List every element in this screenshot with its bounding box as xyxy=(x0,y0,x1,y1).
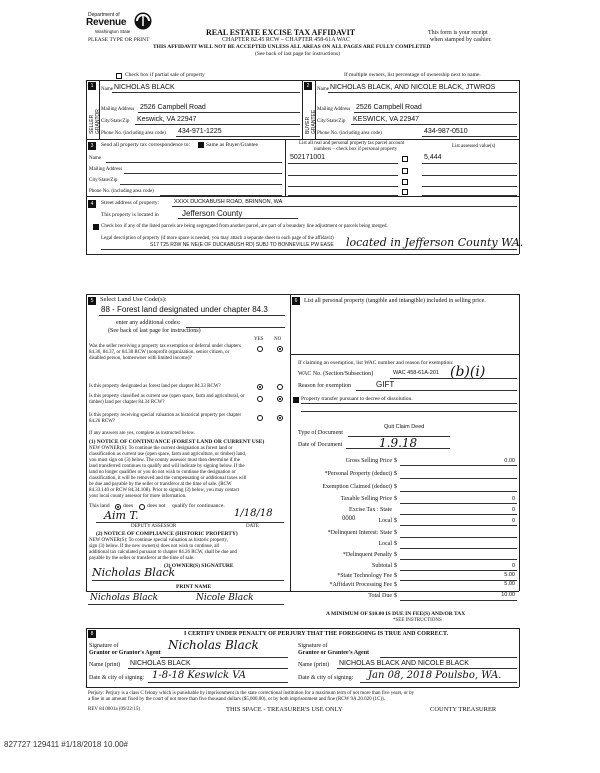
affidavit-fee-field[interactable]: 5.00 xyxy=(504,581,515,587)
treasurer-space-label: THIS SPACE - TREASURER'S USE ONLY xyxy=(226,706,343,713)
section-2-number: 2 xyxy=(304,82,312,90)
subtotal-field[interactable]: 0 xyxy=(511,563,515,569)
grantee-date-label: Date & city of signing: xyxy=(298,675,354,681)
seller-phone-field[interactable]: 434-971-1225 xyxy=(178,128,222,135)
perjury-line-2: a fine in an amount fixed by the court of not more than five thousand dollars ($5,000.00), or by both imprisonment and fine (RCW 9A.20.020 (1C)). xyxy=(88,697,385,702)
total-dollar: $ xyxy=(394,593,397,599)
tech-fee-field[interactable]: 5.00 xyxy=(504,572,515,578)
question-current-use: Is this property classified as current use (open space, farm and agricultural, or timber) land per chapter 84.34 RCW? xyxy=(89,394,245,405)
doc-date-field[interactable]: 1.9.18 xyxy=(379,436,418,450)
s3-name-label: Name xyxy=(89,156,101,161)
q2-no-radio[interactable] xyxy=(277,384,283,390)
decree-checkbox[interactable] xyxy=(293,397,299,403)
state-label: Washington State xyxy=(95,29,131,34)
question-forest-land: Is this property designated as forest land per chapter 84.33 RCW? xyxy=(89,384,221,389)
personal-dollar: $ xyxy=(394,471,397,477)
subtotal-label: Subtotal xyxy=(371,563,392,569)
parcel-header-1: List all real and personal property tax parcel account xyxy=(299,141,405,146)
exemption-dollar: $ xyxy=(394,484,397,490)
doc-type-label: Type of Document xyxy=(298,430,343,436)
partial-sale-label: Check box if partial sale of property xyxy=(125,72,205,78)
delinquent-state-label: *Delinquent Interest: State xyxy=(327,530,392,536)
continuance-line-1: NEW OWNER(S): To continue the current designation as forest land or xyxy=(89,446,233,451)
grantee-name-label: Name (print) xyxy=(298,662,330,668)
section-5-number: 5 xyxy=(88,297,96,305)
no-header: NO xyxy=(274,337,282,342)
assessor-date-label: DATE xyxy=(246,524,259,529)
owner-print-name-1: Nicholas Black xyxy=(90,593,159,603)
affidavit-fee-dollar: $ xyxy=(394,582,397,588)
continuance-title: (1) NOTICE OF CONTINUANCE (FOREST LAND OR CURRENT USE) xyxy=(89,439,265,445)
street-address-label: Street address of property: xyxy=(101,200,160,206)
buyer-side-label: BUYER GRANTEE xyxy=(305,109,317,134)
grantor-sig-label-1: Signature of xyxy=(89,643,119,649)
deputy-assessor-label: DEPUTY ASSESSOR xyxy=(131,524,177,529)
gross-dollar: $ xyxy=(394,458,397,464)
q4-no-radio[interactable] xyxy=(277,415,283,421)
historic-line-4: payable by the seller or transferor at the time of sale. xyxy=(89,556,195,561)
taxable-field[interactable]: 0 xyxy=(511,496,515,502)
please-type: PLEASE TYPE OR PRINT xyxy=(88,37,150,43)
delinquent-local-label: Local xyxy=(378,541,392,547)
wac-handwritten: (b)(i) xyxy=(450,364,486,380)
assessor-signature: Aim T. xyxy=(104,509,139,522)
does-not-label: does not xyxy=(147,503,166,509)
buyer-city-field[interactable]: KESWICK, VA 22947 xyxy=(353,116,420,123)
owner-print-name-2: Nicole Black xyxy=(196,593,254,603)
this-land-label: This land xyxy=(89,503,110,509)
multiple-owners-note: If multiple owners, list percentage of ownership next to name. xyxy=(344,72,481,78)
grantee-date-field[interactable]: Jan 08, 2018 Poulsbo, WA. xyxy=(368,670,502,681)
affidavit-fee-label: *Affidavit Processing Fee xyxy=(329,582,392,588)
does-label: does xyxy=(123,503,134,509)
seller-city-field[interactable]: Keswick, VA 22947 xyxy=(137,116,197,123)
receipt-note-1: This form is your receipt xyxy=(428,30,488,36)
form-chapter: CHAPTER 82.45 RCW – CHAPTER 458-61A WAC xyxy=(222,37,350,43)
assessor-date: 1/18/18 xyxy=(234,508,273,519)
grantor-name-field[interactable]: NICHOLAS BLACK xyxy=(130,660,191,667)
delinquent-penalty-label: *Delinquent Penalty xyxy=(342,552,392,558)
doc-date-label: Date of Document xyxy=(298,442,343,448)
continuance-line-3: you must sign on (3) below. The county assessor must then determine if the xyxy=(89,458,240,463)
seller-phone-label: Phone No. (including area code) xyxy=(101,131,166,136)
dor-logo-icon xyxy=(134,12,152,30)
reason-field[interactable]: GIFT xyxy=(376,380,395,389)
gross-field[interactable]: 0.00 xyxy=(504,458,515,464)
seller-mail-label: Mailing Address xyxy=(101,107,135,112)
delinquent-penalty-dollar: $ xyxy=(394,552,397,558)
local-field[interactable]: 0 xyxy=(511,518,515,524)
continuance-line-4: land transferred continues to qualify and will indicate by signing below. If the xyxy=(89,464,245,469)
historic-title: (2) NOTICE OF COMPLIANCE (HISTORIC PROPERTY) xyxy=(96,531,238,537)
historic-line-3: additional tax calculated pursuant to chapter 84.26 RCW, shall be due and xyxy=(89,550,237,555)
exemption-claim-label: If claiming an exemption, list WAC number and reason for exemption: xyxy=(298,360,454,366)
excise-state-label: Excise Tax : State xyxy=(349,507,392,513)
section-6-number: 6 xyxy=(292,297,300,305)
delinquent-local-dollar: $ xyxy=(394,541,397,547)
does-not-qualify-radio[interactable] xyxy=(139,504,145,510)
revenue-logo-text: Revenue xyxy=(86,17,127,28)
wac-label: WAC No. (Section/Subsection) xyxy=(298,371,374,377)
excise-state-field[interactable]: 0 xyxy=(511,507,515,513)
legal-handwritten-note: located in Jefferson County WA. xyxy=(346,236,524,249)
personal-property-label: List all personal property (tangible and intangible) included in selling price. xyxy=(304,298,486,304)
seller-mail-field[interactable]: 2526 Campbell Road xyxy=(140,104,206,111)
q2-yes-radio[interactable] xyxy=(257,384,263,390)
reason-label: Reason for exemption xyxy=(298,383,351,389)
perjury-line-1: Perjury: Perjury is a class C felony which is punishable by imprisonment in the state correctional institution for a maximum term of not more than five years, or by xyxy=(88,691,415,696)
question-historic: Is this property receiving special valuation as historical property per chapter 84.26 RCW? xyxy=(89,413,242,424)
owner-signature-label: (3) OWNER(S) SIGNATURE xyxy=(164,563,234,569)
same-as-buyer-label: Same as Buyer/Grantee xyxy=(206,142,258,148)
continuance-line-6: classification, it will be removed and the compensating or additional taxes will xyxy=(89,476,247,481)
parcel-personal-checkbox-3[interactable] xyxy=(402,179,408,185)
grantor-date-label: Date & city of signing: xyxy=(89,675,145,681)
grantor-name-label: Name (print) xyxy=(89,662,121,668)
section-8-number: 8 xyxy=(88,630,96,638)
same-as-buyer-checkbox[interactable] xyxy=(198,142,204,148)
qualify-label: qualify for continuance. xyxy=(172,503,225,509)
tech-fee-dollar: $ xyxy=(394,573,397,579)
wac-field[interactable]: WAC 458-61A-201 xyxy=(393,370,439,376)
s5-see-back: (See back of last page for instructions) xyxy=(108,328,201,334)
revision-label: REV 84 0001a (09/22/15) xyxy=(88,707,140,712)
seller-side-label: SELLER GRANTOR xyxy=(89,109,101,134)
q1-no-radio[interactable] xyxy=(277,346,283,352)
seller-name-label: Name xyxy=(101,87,113,92)
land-use-label: Select Land Use Code(s): xyxy=(100,296,167,303)
historic-line-2: sign (3) below. If the new owner(s) does not wish to continue, all xyxy=(89,544,220,549)
tech-fee-label: *State Technology Fee xyxy=(337,573,392,579)
taxable-dollar: $ xyxy=(394,496,397,502)
grantor-signature: Nicholas Black xyxy=(168,638,259,652)
segregated-checkbox[interactable] xyxy=(93,224,99,230)
owner-signature: Nicholas Black xyxy=(92,566,176,579)
legal-description-field[interactable]: S17 T25 R3W NE NE(E OF DUCKABUSH RD) SUBJ TO BONNEVILLE PW EASE xyxy=(150,242,334,248)
if-yes-instruction: If any answers are yes, complete as instructed below. xyxy=(89,431,196,436)
section-1-number: 1 xyxy=(88,82,96,90)
continuance-line-7: be due and payable by the seller or transferor at the time of sale. (RCW xyxy=(89,482,232,487)
county-treasurer-label: COUNTY TREASURER xyxy=(430,706,497,713)
subtotal-dollar: $ xyxy=(394,563,397,569)
parcel-header-2: numbers – check box if personal property xyxy=(314,147,398,152)
total-due-label: Total Due xyxy=(368,593,392,599)
continuance-line-2: classification as current use (open space, farm and agriculture, or timber) land, xyxy=(89,452,247,457)
q3-no-radio[interactable] xyxy=(277,396,283,402)
local-dollar: $ xyxy=(394,518,397,524)
buyer-phone-field[interactable]: 434-987-0510 xyxy=(424,128,468,135)
cashier-stamp: 827727 129411 #1/18/2018 10.00# xyxy=(4,740,128,749)
q1-yes-radio[interactable] xyxy=(257,346,263,352)
s3-mail-label: Mailing Address xyxy=(89,167,123,172)
buyer-mail-field[interactable]: 2526 Campbell Road xyxy=(356,104,422,111)
buyer-city-label: City/State/Zip xyxy=(317,119,346,124)
total-due-field[interactable]: 10.00 xyxy=(501,592,515,598)
assessed-header: List assessed value(s) xyxy=(452,144,496,149)
parcel-personal-checkbox-1[interactable] xyxy=(402,156,408,162)
s3-phone-label: Phone No. (including area code) xyxy=(89,189,154,194)
dept-label: Department of xyxy=(88,12,120,18)
continuance-line-8: 84.33.140 or RCW 84.34.108). Prior to signing (3) below, you may contact xyxy=(89,488,240,493)
buyer-phone-label: Phone No. (including area code) xyxy=(317,131,382,136)
continuance-line-5: land no longer qualifies or you do not wish to continue the designation or xyxy=(89,470,236,475)
grantor-sig-label-2: Grantor or Grantor's Agent xyxy=(89,650,161,656)
form-title: REAL ESTATE EXCISE TAX AFFIDAVIT xyxy=(206,28,356,37)
buyer-name-field[interactable]: NICHOLAS BLACK, AND NICOLE BLACK, JTWROS xyxy=(330,84,496,91)
legal-description-label: Legal description of property (if more space is needed, you may attach a separate sheet to each page of the affidavit) xyxy=(101,236,334,241)
minimum-due-note: A MINIMUM OF $10.00 IS DUE IN FEE(S) AND/OR TAX xyxy=(326,611,466,617)
doc-type-field[interactable]: Quit Claim Deed xyxy=(384,424,425,430)
receipt-note-2: when stamped by cashier. xyxy=(430,37,492,43)
land-use-field[interactable]: 88 - Forest land designated under chapter 84.3 xyxy=(101,305,268,314)
see-back-instructions: (See back of last page for instructions) xyxy=(255,51,340,57)
continuance-line-9: your local county assessor for more information. xyxy=(89,494,187,499)
exemption-deduct-label: Exemption Claimed (deduct) xyxy=(322,484,392,490)
buyer-mail-label: Mailing Address xyxy=(317,107,351,112)
s3-city-label: City/State/Zip xyxy=(89,178,118,183)
partial-sale-checkbox[interactable] xyxy=(116,73,122,79)
parcel-personal-checkbox-2[interactable] xyxy=(402,168,408,174)
parcel-number-field[interactable]: 502171001 xyxy=(290,154,326,161)
gross-label: Gross Selling Price xyxy=(345,458,392,464)
question-exemption: Was the seller receiving a property tax exemption or deferral under chapters 84.36, 84.37, or 84.38 RCW (nonprofit organization, senior citizen, or disabled person, homeowner with limited income)? xyxy=(89,344,241,361)
see-instructions-note: *SEE INSTRUCTIONS xyxy=(393,618,442,623)
send-all-label: Send all property tax correspondence to: xyxy=(101,142,191,148)
segregated-label: Check box if any of the listed parcels are being segregated from another parcel, are part of a boundary line adjustment or parcels being merged. xyxy=(101,224,388,229)
q3-yes-radio[interactable] xyxy=(257,396,263,402)
county-field[interactable]: Jefferson County xyxy=(182,209,243,218)
decree-label: Property transfer pursuant to decree of dissolution. xyxy=(301,396,413,402)
section-3-number: 3 xyxy=(88,142,96,150)
certify-statement: I CERTIFY UNDER PENALTY OF PERJURY THAT THE FOREGOING IS TRUE AND CORRECT. xyxy=(184,631,449,637)
grantee-sig-label-1: Signature of xyxy=(298,643,328,649)
taxable-label: Taxable Selling Price xyxy=(340,496,392,502)
located-in-label: This property is located in xyxy=(101,212,159,218)
parcel-personal-checkbox-4[interactable] xyxy=(402,189,408,195)
personal-deduct-label: *Personal Property (deduct) xyxy=(324,471,392,477)
q4-yes-radio[interactable] xyxy=(257,415,263,421)
yes-header: YES xyxy=(254,337,264,342)
buyer-name-label: Name xyxy=(317,87,329,92)
seller-name-field[interactable]: NICHOLAS BLACK xyxy=(114,84,175,91)
grantor-date-field[interactable]: 1-8-18 Keswick VA xyxy=(152,670,246,681)
local-label: Local xyxy=(378,518,392,524)
grantee-name-field[interactable]: NICHOLAS BLACK AND NICOLE BLACK xyxy=(339,660,469,667)
street-address-field[interactable]: XXXX DUCKABUSH ROAD, BRINNON, WA xyxy=(174,199,283,205)
assessed-value-field[interactable]: 5,444 xyxy=(424,154,442,161)
local-code-field[interactable]: 0000 xyxy=(342,516,356,522)
section-4-number: 4 xyxy=(88,200,96,208)
historic-line-1: NEW OWNER(S): To continue special valuation as historic property, xyxy=(89,538,228,543)
grantee-sig-label-2: Grantee or Grantee's Agent xyxy=(298,650,370,656)
not-accepted-warning: THIS AFFIDAVIT WILL NOT BE ACCEPTED UNLESS ALL AREAS ON ALL PAGES ARE FULLY COMPLETED xyxy=(153,44,431,50)
delinquent-state-dollar: $ xyxy=(394,530,397,536)
additional-codes-label: enter any additional codes: xyxy=(116,320,181,326)
seller-city-label: City/State/Zip xyxy=(101,119,130,124)
print-name-label: PRINT NAME xyxy=(176,584,212,590)
